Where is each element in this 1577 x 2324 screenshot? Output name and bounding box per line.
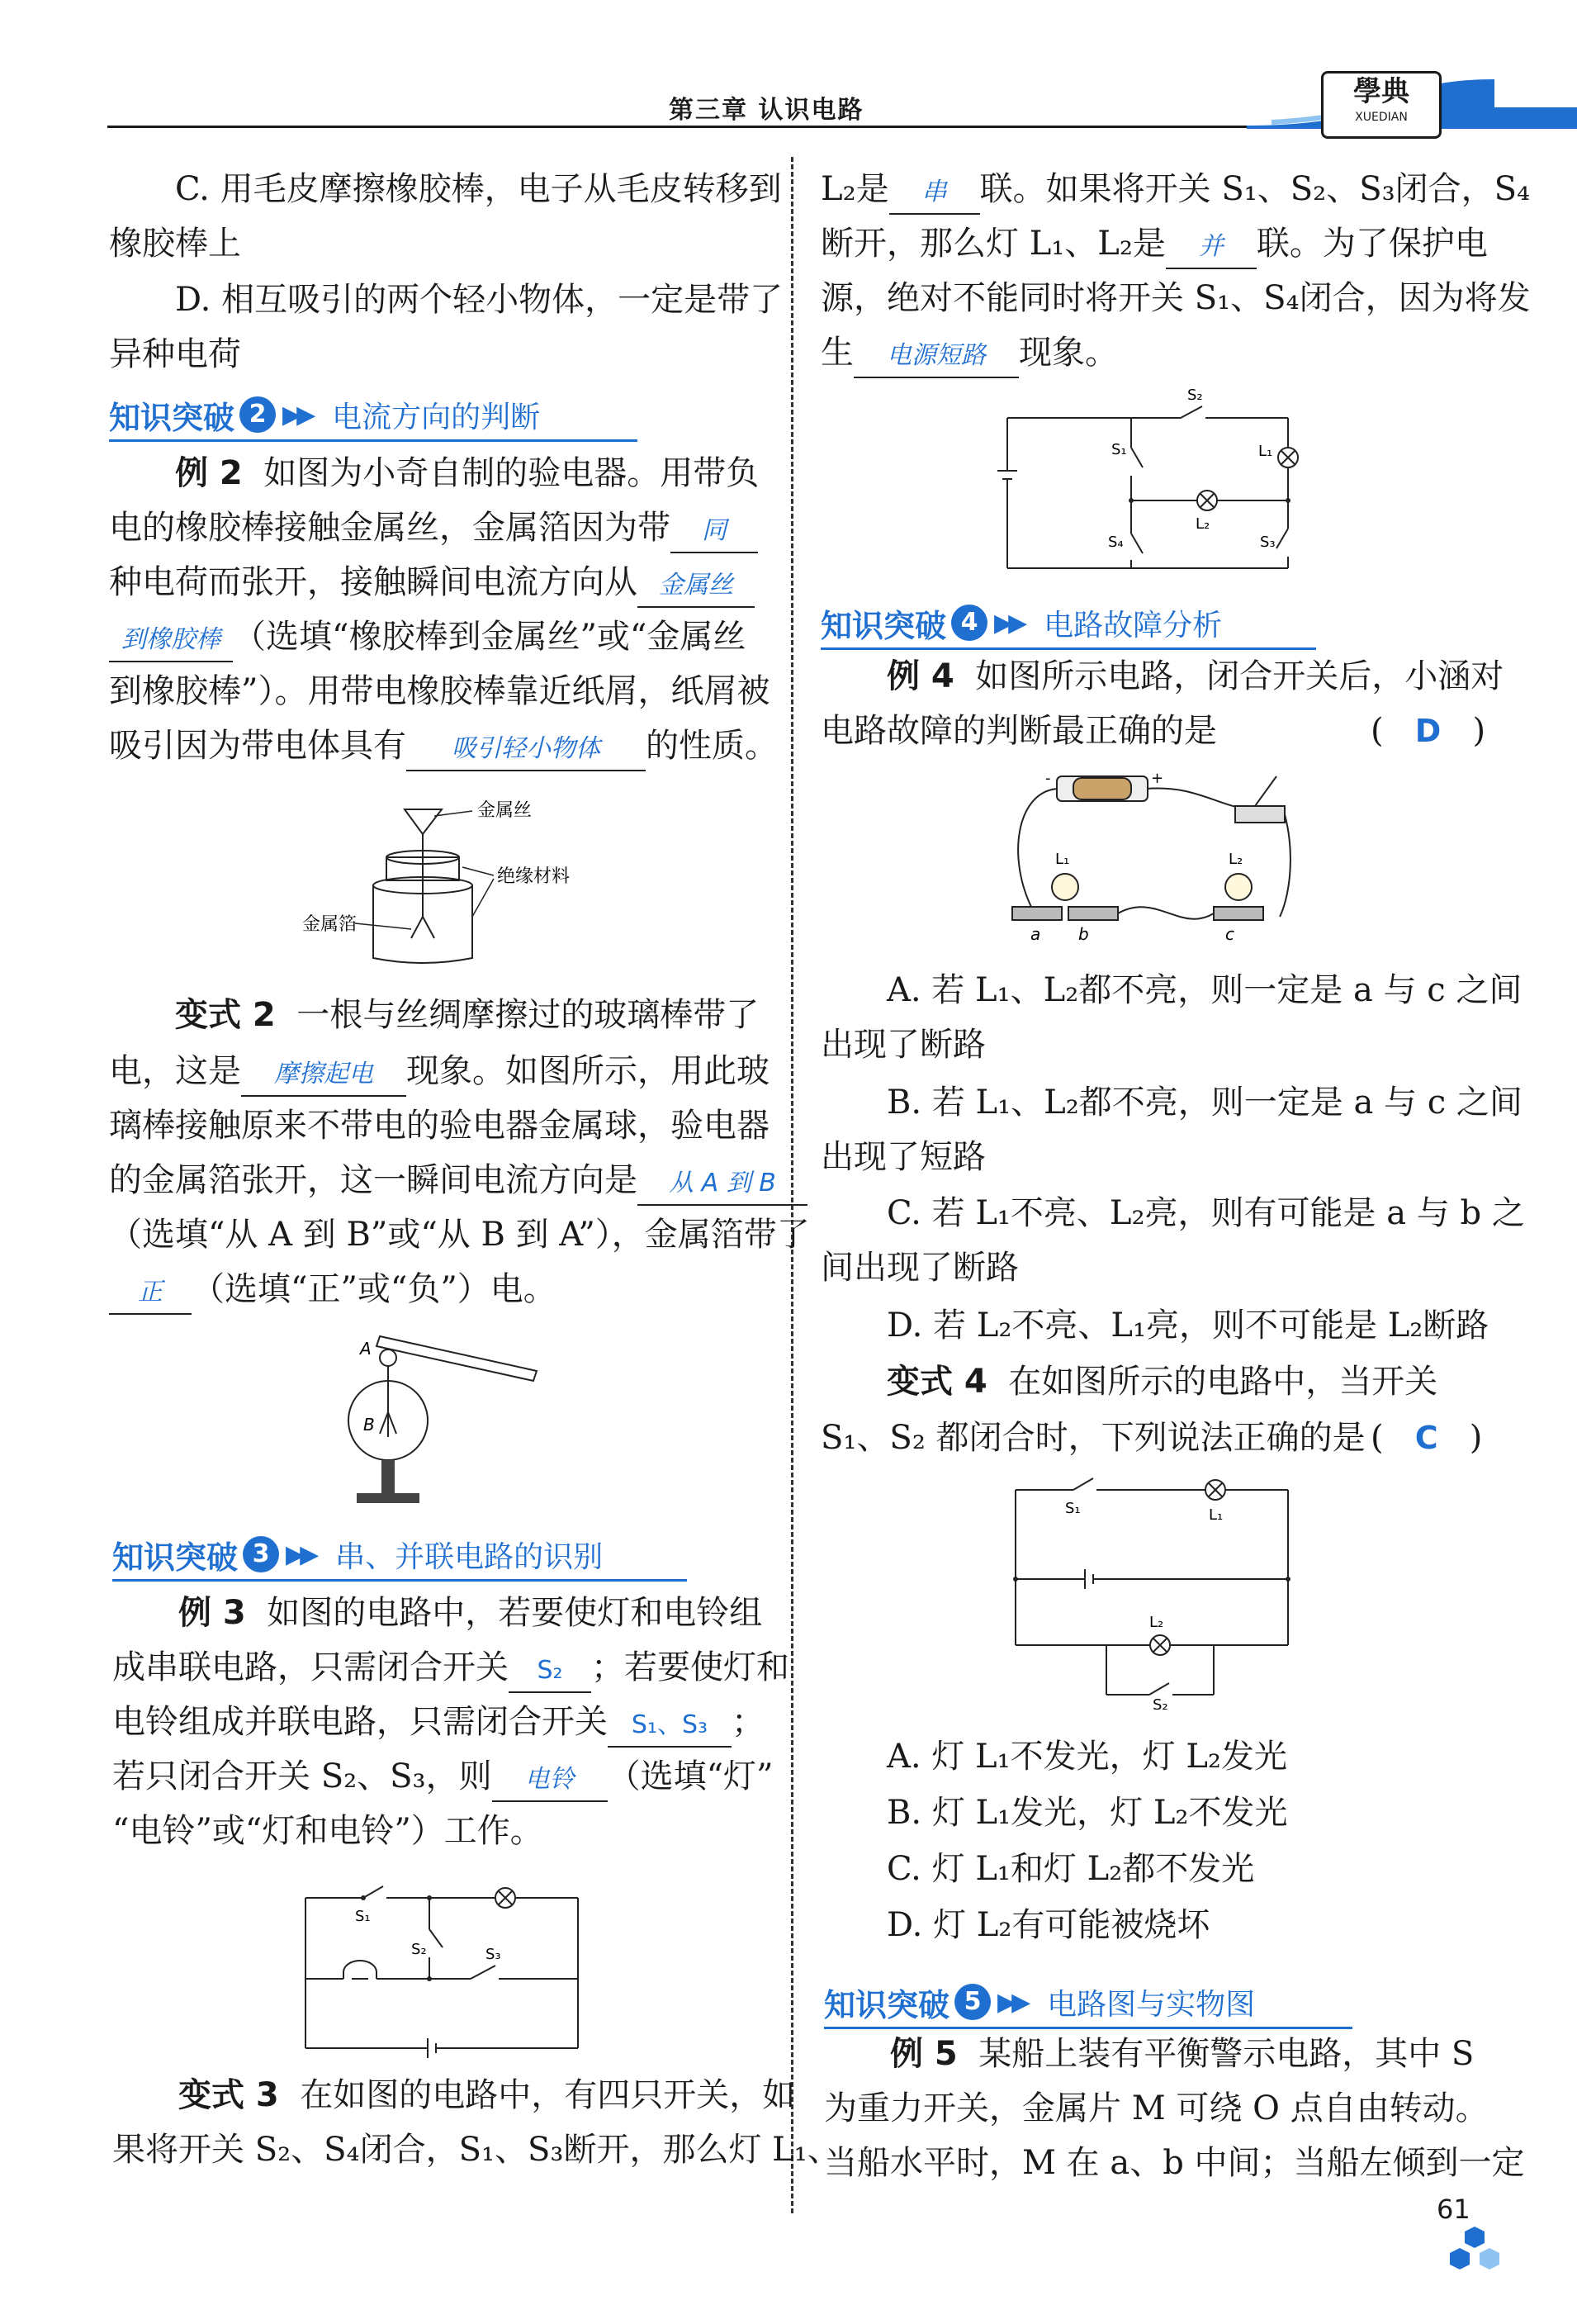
- answer-choice: D: [1414, 713, 1442, 749]
- example-4-answer: ( D ): [1371, 712, 1486, 750]
- variant-2-line1: [175, 988, 759, 1042]
- example-2-line4: [109, 609, 746, 664]
- section-label: 知识突破: [824, 1986, 950, 2023]
- example-2-line6: [109, 719, 778, 773]
- variant-3-line1: [178, 2068, 795, 2122]
- label-s4: S₄: [1108, 534, 1124, 551]
- text: 在如图的电路中，有四只开关，如: [300, 2076, 796, 2114]
- label-l1: L₁: [1055, 851, 1070, 868]
- text: （选填“橡胶棒到金属丝”或“金属丝: [233, 618, 746, 656]
- label-b: B: [363, 1415, 375, 1435]
- hexagon-decoration-icon: [1450, 2222, 1499, 2279]
- brand-logo: [1321, 71, 1442, 139]
- text: 的性质。: [646, 727, 778, 765]
- answer-blank: 并: [1166, 226, 1257, 269]
- example-5-line2: 为重力开关，金属片 M 可绕 O 点自由转动。: [824, 2089, 1489, 2127]
- answer-blank: 电源短路: [854, 335, 1019, 378]
- double-arrow-icon: ▶▶: [994, 608, 1023, 638]
- section-label: 知识突破: [112, 1539, 239, 1576]
- section-heading-4: [821, 598, 1316, 650]
- answer-blank: 电铃: [492, 1759, 608, 1802]
- section-heading-5: [824, 1977, 1352, 2029]
- variant-label: 变式 2: [175, 996, 276, 1034]
- example-5-line3: 当船水平时，M 在 a、b 中间；当船左倾到一定: [824, 2144, 1525, 2182]
- text: 在如图所示的电路中，当开关: [1008, 1363, 1438, 1401]
- answer-blank: 到橡胶棒: [109, 619, 233, 662]
- label-plus: +: [1151, 770, 1164, 787]
- example-label: 例 3: [178, 1594, 246, 1632]
- variant-4-option-c: C. 灯 L₁和灯 L₂都不发光: [887, 1850, 1255, 1888]
- text: ；若要使灯和: [591, 1648, 789, 1686]
- example-2-line3: [109, 555, 755, 609]
- label-a: a: [1030, 924, 1041, 944]
- label-l2: L₂: [1149, 1614, 1164, 1631]
- variant-4-answer: ( C ): [1371, 1419, 1483, 1457]
- text: （选填“灯”: [607, 1757, 774, 1795]
- section-number-badge: 4: [951, 605, 987, 641]
- example-4-option-c-line2: 间出现了断路: [821, 1249, 1019, 1287]
- text: 一根与丝绸摩擦过的玻璃棒带了: [296, 996, 760, 1034]
- text: 电路故障的判断最正确的是: [821, 712, 1217, 750]
- example-4-option-d: D. 若 L₂不亮、L₁亮，则不可能是 L₂断路: [887, 1307, 1489, 1345]
- section-title: 串、并联电路的识别: [335, 1539, 604, 1574]
- section-title: 电路故障分析: [1044, 608, 1223, 643]
- example-3-line4: [112, 1749, 774, 1804]
- text: 电铃组成并联电路，只需闭合开关: [112, 1703, 608, 1741]
- variant-2-line4: [109, 1153, 807, 1207]
- text: 现象。如图所示，用此玻: [406, 1052, 770, 1090]
- example-4-option-b-line1: B. 若 L₁、L₂都不亮，则一定是 a 与 c 之间: [887, 1084, 1523, 1122]
- label-a: A: [360, 1339, 372, 1359]
- example-4-option-a-line2: 出现了断路: [821, 1026, 986, 1064]
- section-heading-3: [112, 1530, 687, 1582]
- example-4-option-b-line2: 出现了短路: [821, 1138, 986, 1176]
- example-4-option-a-line1: A. 若 L₁、L₂都不亮，则一定是 a 与 c 之间: [887, 971, 1523, 1009]
- variant-3-line6: [821, 325, 1118, 380]
- example-3-line2: [112, 1640, 789, 1695]
- section-heading-2: [109, 390, 637, 442]
- text: 吸引因为带电体具有: [109, 727, 406, 765]
- label-s1: S₁: [1111, 441, 1127, 458]
- example-3-line1: [178, 1586, 762, 1640]
- label-b: b: [1078, 924, 1089, 944]
- section-title: 电路图与实物图: [1047, 1987, 1256, 2022]
- text: 如图所示电路，闭合开关后，小涵对: [975, 657, 1504, 695]
- variant-3-line2: 果将开关 S₂、S₄闭合，S₁、S₃断开，那么灯 L₁、: [112, 2131, 841, 2169]
- label-l1: L₁: [1258, 443, 1273, 460]
- double-arrow-icon: ▶▶: [997, 1987, 1026, 2017]
- label-s3: S₃: [485, 1946, 501, 1963]
- label-l2: L₂: [1196, 515, 1210, 533]
- physical-circuit-figure: [1007, 760, 1305, 958]
- example-5-line1: [890, 2027, 1474, 2081]
- text: S₁、S₂ 都闭合时，下列说法正确的是: [821, 1419, 1366, 1457]
- variant-2-line3: 璃棒接触原来不带电的验电器金属球，验电器: [109, 1107, 770, 1145]
- double-arrow-icon: ▶▶: [282, 400, 311, 429]
- label-insulation: 绝缘材料: [497, 866, 571, 887]
- text: 如图为小奇自制的验电器。用带负: [263, 454, 760, 492]
- q1-option-c-line2: 橡胶棒上: [109, 225, 241, 263]
- variant-2-line5: （选填“从 A 到 B”或“从 B 到 A”），金属箔带了: [109, 1216, 810, 1254]
- variant-2-line6: [109, 1262, 556, 1316]
- label-l1: L₁: [1209, 1506, 1224, 1524]
- text: 联。如果将开关 S₁、S₂、S₃闭合，S₄: [979, 170, 1531, 208]
- text: 若只闭合开关 S₂、S₃，则: [112, 1757, 492, 1795]
- text: 种电荷而张开，接触瞬间电流方向从: [109, 563, 637, 601]
- section-title: 电流方向的判断: [332, 400, 541, 434]
- page-header: [107, 75, 1478, 132]
- variant-4-line2: [821, 1411, 1366, 1465]
- example-label: 例 2: [175, 454, 243, 492]
- label-l2: L₂: [1229, 851, 1243, 868]
- header-rule: [107, 126, 1263, 128]
- four-switch-circuit-figure: [991, 388, 1321, 578]
- text: 某船上装有平衡警示电路，其中 S: [978, 2035, 1475, 2073]
- section-number-badge: 3: [243, 1536, 279, 1572]
- label-s1: S₁: [1065, 1500, 1081, 1517]
- label-s2: S₂: [1153, 1696, 1168, 1710]
- bell-circuit-figure: [297, 1875, 594, 2065]
- section-label: 知识突破: [109, 399, 235, 436]
- text: 如图的电路中，若要使灯和电铃组: [267, 1594, 763, 1632]
- variant-4-circuit-figure: [1007, 1470, 1305, 1710]
- variant-4-option-b: B. 灯 L₁发光，灯 L₂不发光: [887, 1794, 1288, 1832]
- text: 电，这是: [109, 1052, 241, 1090]
- text: 现象。: [1019, 334, 1118, 372]
- answer-blank: S₂: [509, 1650, 591, 1693]
- label-c: c: [1225, 924, 1234, 944]
- text: 成串联电路，只需闭合开关: [112, 1648, 509, 1686]
- answer-blank: S₁、S₃: [608, 1705, 732, 1748]
- example-2-line2: [109, 500, 758, 555]
- text: 的金属箔张开，这一瞬间电流方向是: [109, 1161, 637, 1199]
- variant-3-line5: 源，绝对不能同时将开关 S₁、S₄闭合，因为将发: [821, 279, 1531, 317]
- section-label: 知识突破: [821, 607, 947, 644]
- double-arrow-icon: ▶▶: [286, 1539, 315, 1569]
- example-4-line1: [887, 649, 1504, 704]
- variant-3-line3: [821, 162, 1530, 216]
- answer-blank: 摩擦起电: [241, 1054, 406, 1097]
- label-minus: -: [1045, 770, 1051, 787]
- variant-2-line2: [109, 1044, 770, 1098]
- example-4-option-c-line1: C. 若 L₁不亮、L₂亮，则有可能是 a 与 b 之: [887, 1194, 1525, 1232]
- label-s2: S₂: [411, 1941, 427, 1958]
- variant-3-line4: [821, 216, 1488, 271]
- label-s3: S₃: [1260, 534, 1276, 551]
- label-s2: S₂: [1187, 388, 1203, 404]
- electroscope-figure: [281, 793, 627, 983]
- text: 断开，那么灯 L₁、L₂是: [821, 225, 1166, 263]
- variant-4-line1: [887, 1354, 1437, 1409]
- variant-4-option-a: A. 灯 L₁不发光，灯 L₂发光: [887, 1738, 1287, 1776]
- example-3-line3: [112, 1695, 765, 1749]
- text: 电的橡胶棒接触金属丝，金属箔因为带: [109, 509, 670, 547]
- answer-blank: 正: [109, 1272, 192, 1315]
- section-number-badge: 2: [239, 396, 276, 433]
- example-3-line5: “电铃”或“灯和电铃”）工作。: [112, 1812, 543, 1850]
- example-label: 例 4: [887, 657, 954, 695]
- text: 生: [821, 334, 854, 372]
- answer-blank: 金属丝: [637, 565, 755, 608]
- example-4-line2: [821, 704, 1217, 758]
- q1-option-d-line1: D. 相互吸引的两个轻小物体，一定是带了: [175, 281, 784, 319]
- text: ；: [732, 1703, 765, 1741]
- section-number-badge: 5: [954, 1984, 991, 2020]
- label-s1: S₁: [355, 1908, 371, 1925]
- text: 联。为了保护电: [1256, 225, 1488, 263]
- electroscope-rod-figure: [339, 1321, 553, 1520]
- answer-blank: 从 A 到 B: [637, 1163, 807, 1206]
- page-number: 61: [1437, 2194, 1470, 2225]
- example-label: 例 5: [890, 2035, 958, 2073]
- answer-blank: 吸引轻小物体: [406, 728, 646, 771]
- q1-option-d-line2: 异种电荷: [109, 335, 241, 373]
- variant-4-option-d: D. 灯 L₂有可能被烧坏: [887, 1906, 1210, 1944]
- chapter-title: 第三章 认识电路: [669, 96, 864, 125]
- answer-choice: C: [1414, 1420, 1438, 1456]
- q1-option-c-line1: C. 用毛皮摩擦橡胶棒，电子从毛皮转移到: [175, 170, 782, 208]
- text: L₂是: [821, 170, 889, 208]
- answer-blank: 串: [889, 172, 980, 215]
- answer-blank: 同: [670, 510, 758, 553]
- brand-name: 學典: [1353, 75, 1409, 108]
- example-2-line1: [175, 446, 759, 500]
- label-wire: 金属丝: [477, 800, 533, 821]
- variant-label: 变式 3: [178, 2076, 279, 2114]
- variant-label: 变式 4: [887, 1363, 987, 1401]
- text: （选填“正”或“负”）电。: [192, 1270, 556, 1308]
- brand-name-en: XUEDIAN: [1355, 111, 1408, 124]
- example-2-line5: 到橡胶棒”）。用带电橡胶棒靠近纸屑，纸屑被: [109, 672, 770, 710]
- label-foil: 金属箔: [302, 914, 358, 935]
